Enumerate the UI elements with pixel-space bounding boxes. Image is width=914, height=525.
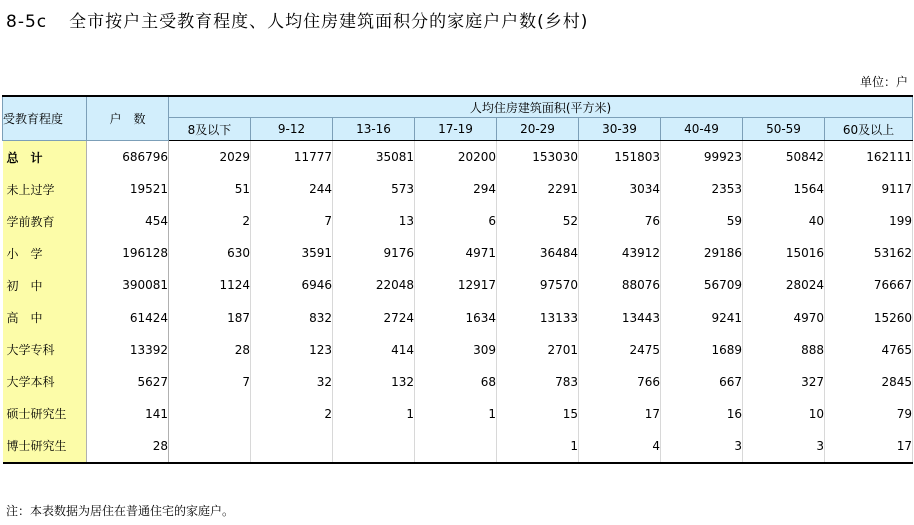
table-cell: 2475: [579, 334, 661, 366]
table-cell: 9241: [661, 301, 743, 333]
table-cell: 2845: [825, 366, 913, 398]
table-cell: 783: [497, 366, 579, 398]
table-cell: 76: [579, 205, 661, 237]
data-table: [2, 95, 913, 464]
table-cell: [415, 430, 497, 463]
table-cell: 2029: [169, 141, 251, 174]
row-total: 390081: [87, 269, 169, 301]
table-cell: 97570: [497, 269, 579, 301]
table-cell: 35081: [333, 141, 415, 174]
unit-label: 单位：户: [859, 75, 908, 89]
table-cell: 99923: [661, 141, 743, 174]
table-row: [3, 205, 913, 237]
table-cell: 17: [579, 398, 661, 430]
table-cell: 4971: [415, 237, 497, 269]
table-cell: 12917: [415, 269, 497, 301]
table-cell: 1124: [169, 269, 251, 301]
row-label: 小 学: [3, 237, 87, 269]
table-cell: 13443: [579, 301, 661, 333]
row-total: 196128: [87, 237, 169, 269]
table-cell: 199: [825, 205, 913, 237]
table-cell: [169, 398, 251, 430]
row-total: 19521: [87, 173, 169, 205]
table-cell: 13133: [497, 301, 579, 333]
table-cell: 3: [743, 430, 825, 463]
table-cell: 2724: [333, 301, 415, 333]
column-header: 9-12: [251, 118, 333, 141]
table-cell: 40: [743, 205, 825, 237]
table-row: [3, 334, 913, 366]
table-cell: 187: [169, 301, 251, 333]
column-header: 13-16: [333, 118, 415, 141]
table-cell: 132: [333, 366, 415, 398]
row-total: 13392: [87, 334, 169, 366]
total-header: 户 数: [87, 96, 169, 141]
table-cell: 151803: [579, 141, 661, 174]
table-cell: 766: [579, 366, 661, 398]
table-cell: 15016: [743, 237, 825, 269]
table-cell: 832: [251, 301, 333, 333]
footnote: 注：本表数据为居住在普通住宅的家庭户。: [6, 504, 235, 518]
table-cell: 1: [497, 430, 579, 463]
table-cell: 22048: [333, 269, 415, 301]
table-row: [3, 237, 913, 269]
table-cell: 4: [579, 430, 661, 463]
row-total: 28: [87, 430, 169, 463]
table-cell: 4765: [825, 334, 913, 366]
table-cell: 10: [743, 398, 825, 430]
row-label: 总 计: [3, 141, 87, 174]
table-cell: 7: [251, 205, 333, 237]
row-total: 454: [87, 205, 169, 237]
row-total: 686796: [87, 141, 169, 174]
table-cell: 7: [169, 366, 251, 398]
table-cell: 294: [415, 173, 497, 205]
row-header: 受教育程度: [3, 96, 87, 141]
table-cell: 414: [333, 334, 415, 366]
row-label: 博士研究生: [3, 430, 87, 463]
table-cell: 6946: [251, 269, 333, 301]
row-total: 141: [87, 398, 169, 430]
table-cell: 79: [825, 398, 913, 430]
table-cell: 28024: [743, 269, 825, 301]
table-cell: [251, 430, 333, 463]
table-row: [3, 366, 913, 398]
table-cell: 244: [251, 173, 333, 205]
table-cell: 1689: [661, 334, 743, 366]
table-cell: 20200: [415, 141, 497, 174]
table-cell: 123: [251, 334, 333, 366]
table-cell: 2: [251, 398, 333, 430]
table-row: [3, 269, 913, 301]
table-cell: 309: [415, 334, 497, 366]
row-label: 大学专科: [3, 334, 87, 366]
column-header: 40-49: [661, 118, 743, 141]
row-label: 未上过学: [3, 173, 87, 205]
table-cell: 52: [497, 205, 579, 237]
table-cell: 53162: [825, 237, 913, 269]
table-cell: 11777: [251, 141, 333, 174]
table-cell: 1634: [415, 301, 497, 333]
table-cell: 9176: [333, 237, 415, 269]
table-cell: 327: [743, 366, 825, 398]
table-cell: 76667: [825, 269, 913, 301]
table-cell: 630: [169, 237, 251, 269]
table-cell: 3591: [251, 237, 333, 269]
table-cell: 16: [661, 398, 743, 430]
row-label: 初 中: [3, 269, 87, 301]
table-code: 8-5c: [6, 12, 48, 32]
table-cell: 162111: [825, 141, 913, 174]
table-cell: 17: [825, 430, 913, 463]
table-cell: 56709: [661, 269, 743, 301]
table-row: [3, 398, 913, 430]
table-cell: 4970: [743, 301, 825, 333]
table-row: [3, 301, 913, 333]
table-header: [3, 96, 913, 141]
table-cell: 9117: [825, 173, 913, 205]
table-cell: 2353: [661, 173, 743, 205]
table-row: [3, 430, 913, 463]
table-cell: 2: [169, 205, 251, 237]
table-cell: 15260: [825, 301, 913, 333]
row-label: 学前教育: [3, 205, 87, 237]
column-header: 8及以下: [169, 118, 251, 141]
column-header: 30-39: [579, 118, 661, 141]
column-header: 60及以上: [825, 118, 913, 141]
table-cell: 667: [661, 366, 743, 398]
column-header: 17-19: [415, 118, 497, 141]
column-header: 50-59: [743, 118, 825, 141]
row-label: 高 中: [3, 301, 87, 333]
row-label: 大学本科: [3, 366, 87, 398]
group-header: 人均住房建筑面积(平方米): [169, 96, 913, 118]
table-cell: 51: [169, 173, 251, 205]
table-cell: [333, 430, 415, 463]
table-cell: 6: [415, 205, 497, 237]
table-cell: 32: [251, 366, 333, 398]
table-cell: 59: [661, 205, 743, 237]
table-cell: 1: [415, 398, 497, 430]
table-cell: 153030: [497, 141, 579, 174]
table-cell: 3034: [579, 173, 661, 205]
table-cell: 573: [333, 173, 415, 205]
row-label: 硕士研究生: [3, 398, 87, 430]
table-cell: 1: [333, 398, 415, 430]
table-cell: 36484: [497, 237, 579, 269]
table-cell: 28: [169, 334, 251, 366]
page-title: [6, 7, 588, 32]
table-cell: 88076: [579, 269, 661, 301]
table-cell: 13: [333, 205, 415, 237]
table-title: 全市按户主受教育程度、人均住房建筑面积分的家庭户户数(乡村): [69, 12, 589, 32]
table-cell: [169, 430, 251, 463]
column-header: 20-29: [497, 118, 579, 141]
table-row: [3, 141, 913, 174]
table-cell: 29186: [661, 237, 743, 269]
table-cell: 2701: [497, 334, 579, 366]
table-cell: 50842: [743, 141, 825, 174]
table-cell: 888: [743, 334, 825, 366]
table-cell: 1564: [743, 173, 825, 205]
table-cell: 2291: [497, 173, 579, 205]
table-cell: 43912: [579, 237, 661, 269]
table-cell: 3: [661, 430, 743, 463]
table-cell: 15: [497, 398, 579, 430]
table-row: [3, 173, 913, 205]
table-cell: 68: [415, 366, 497, 398]
row-total: 5627: [87, 366, 169, 398]
row-total: 61424: [87, 301, 169, 333]
table-body: [3, 141, 913, 463]
